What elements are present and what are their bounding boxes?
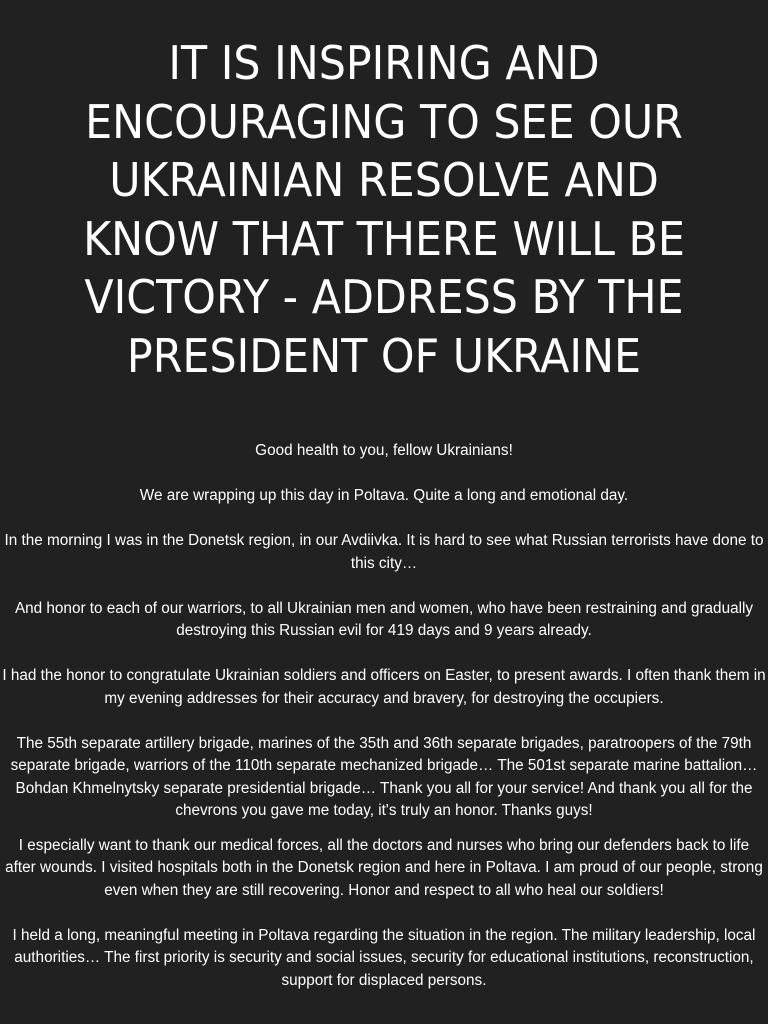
paragraph-poltava: We are wrapping up this day in Poltava. Quite a long and emotional day. [139,487,629,504]
paragraph-warriors: And honor to each of our warriors, to all Ukrainian men and women, who have been restraining and gradually destroying this Russian evil for 419 days and 9 years already. [14,599,754,639]
article-headline: IT IS INSPIRING AND ENCOURAGING TO SEE OUR UKRAINIAN RESOLVE AND KNOW THAT THERE WILL BE VICTORY - ADDRESS BY THE PRESIDENT OF UKRAINE [83,36,685,383]
paragraph-medical-forces: I especially want to thank our medical forces, all the doctors and nurses who bring our defenders back to life after wounds. I visited hospitals both in the Donetsk region and here in Poltava. I am proud of our people, strong even when they are still recovering. Honor and respect to all who heal our soldiers! [5,836,763,899]
paragraph-avdiivka: In the morning I was in the Donetsk region, in our Avdiivka. It is hard to see what Russian terrorists have done to this city… [4,532,764,572]
paragraph-brigades: The 55th separate artillery brigade, marines of the 35th and 36th separate brigades, paratroopers of the 79th separate brigade, warriors of the 110th separate mechanized brigade… The 501st separate marine battalion… Bohdan Khmelnytsky separate presidential brigade… Thank you all for your service! And thank you all for the chevrons you gave me today, it's truly an honor. Thanks guys! [10,734,758,819]
paragraph-greeting: Good health to you, fellow Ukrainians! [255,442,513,459]
article-body [0,440,768,992]
paragraph-meeting: I held a long, meaningful meeting in Poltava regarding the situation in the region. The military leadership, local authorities… The first priority is security and social issues, security for educational institutions, reconstruction, support for displaced persons. [12,926,756,989]
paragraph-easter-awards: I had the honor to congratulate Ukrainian soldiers and officers on Easter, to present awards. I often thank them in my evening addresses for their accuracy and bravery, for destroying the occupiers. [2,667,766,707]
